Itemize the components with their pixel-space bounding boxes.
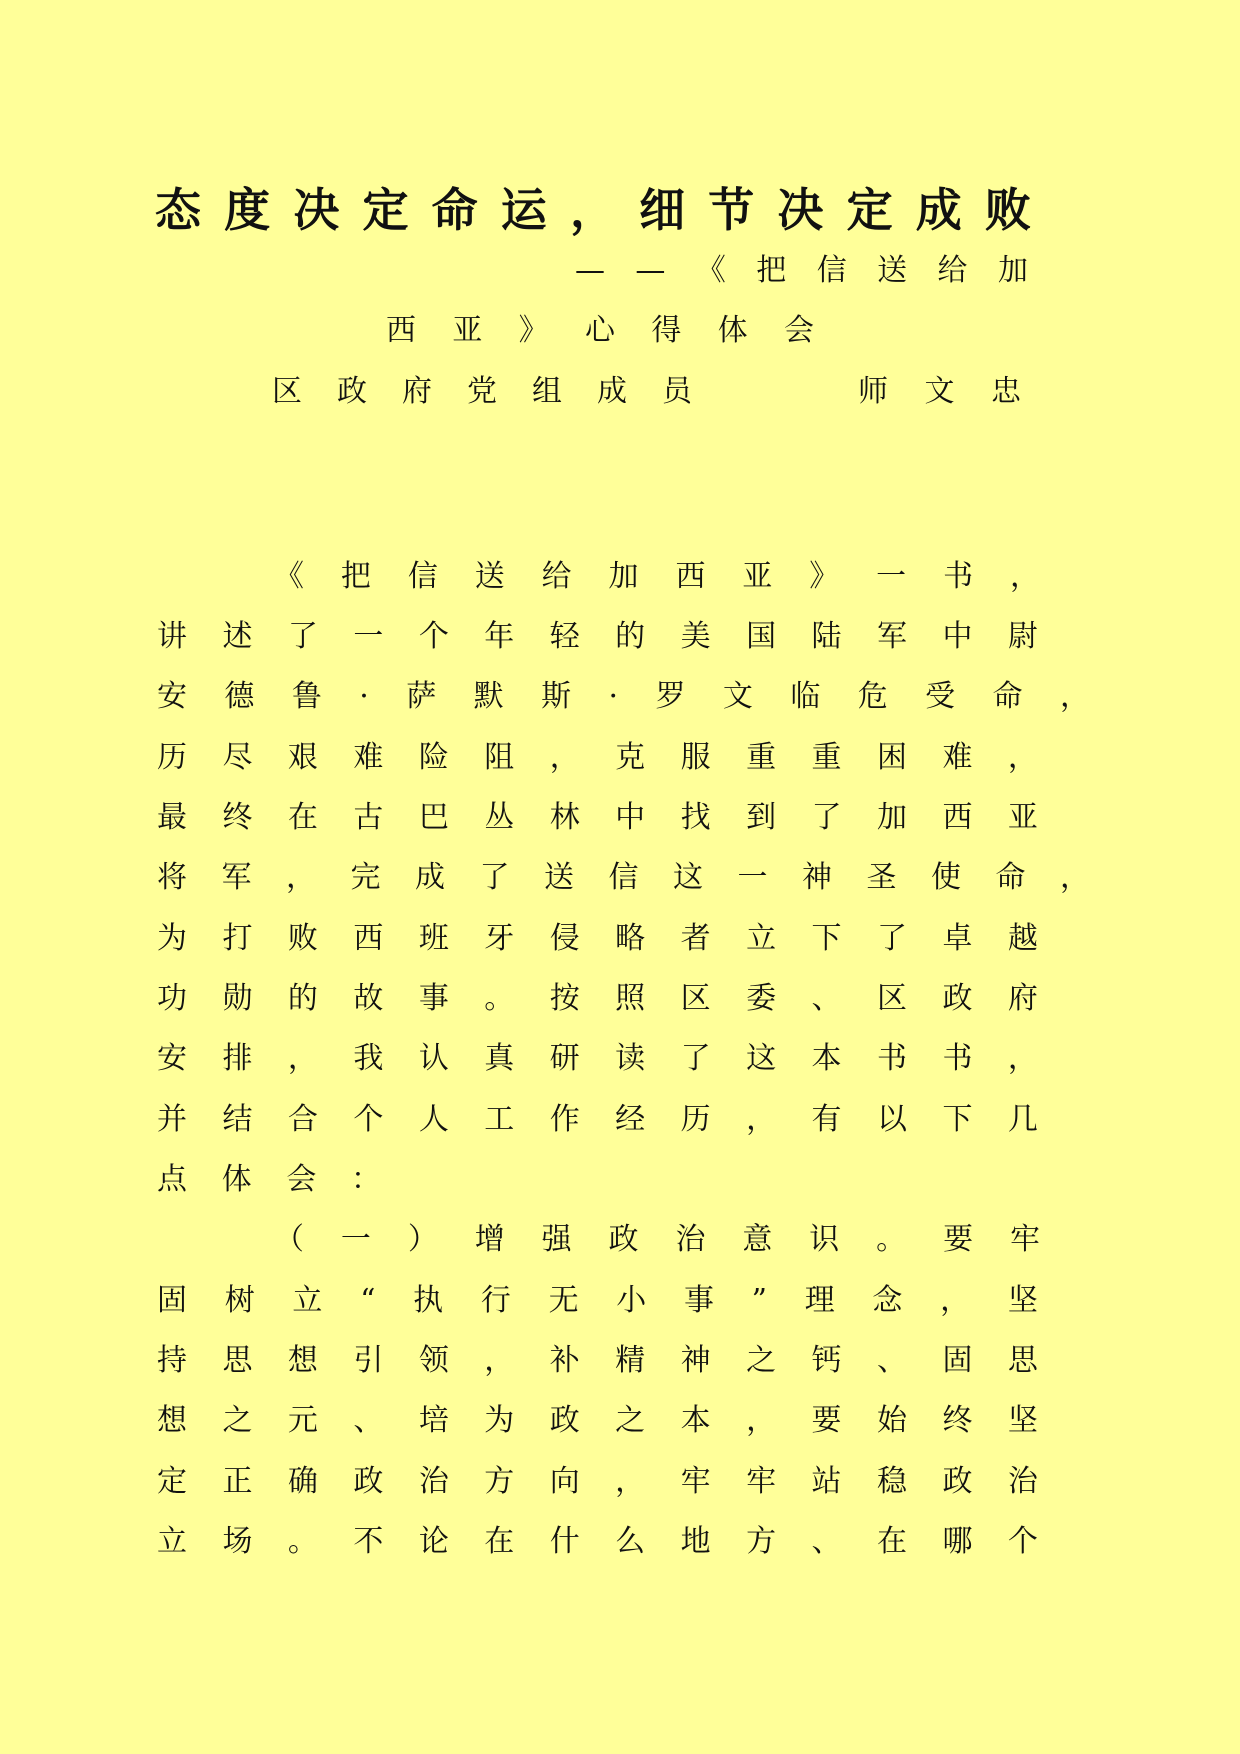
body-line: 历 尽 艰 难 险 阻 ， 克 服 重 重 困 难 ， — [157, 740, 1038, 775]
body-line: 《 把 信 送 给 加 西 亚 》 一 书 ， — [274, 559, 1040, 594]
subtitle-line-1: — — 《 把 信 送 给 加 — [575, 253, 1028, 288]
body-line: 安 德 鲁 · 萨 默 斯 · 罗 文 临 危 受 命 ， — [157, 679, 1090, 714]
author-role: 区 政 府 党 组 成 员 — [272, 374, 692, 409]
body-line: 将 军 ， 完 成 了 送 信 这 一 神 圣 使 命 ， — [157, 860, 1090, 895]
body-line: （ 一 ） 增 强 政 治 意 识 。 要 牢 — [274, 1222, 1040, 1257]
body-line: 固 树 立 “ 执 行 无 小 事 ” 理 念 ， 坚 — [157, 1283, 1038, 1318]
body-line: 立 场 。 不 论 在 什 么 地 方 、 在 哪 个 — [157, 1524, 1038, 1559]
body-line: 并 结 合 个 人 工 作 经 历 ， 有 以 下 几 — [157, 1102, 1038, 1137]
body-line: 讲 述 了 一 个 年 轻 的 美 国 陆 军 中 尉 — [157, 619, 1038, 654]
body-line: 功 勋 的 故 事 。 按 照 区 委 、 区 政 府 — [157, 981, 1038, 1016]
body-line: 定 正 确 政 治 方 向 ， 牢 牢 站 稳 政 治 — [157, 1464, 1038, 1499]
document-title: 态 度 决 定 命 运 ， 细 节 决 定 成 败 — [155, 183, 1031, 237]
body-line: 安 排 ， 我 认 真 研 读 了 这 本 书 书 ， — [157, 1041, 1038, 1076]
subtitle-line-2: 西 亚 》 心 得 体 会 — [386, 313, 814, 348]
body-line: 点 体 会 ： — [157, 1162, 381, 1197]
body-line: 持 思 想 引 领 ， 补 精 神 之 钙 、 固 思 — [157, 1343, 1038, 1378]
author-name: 师 文 忠 — [858, 374, 1021, 409]
body-line: 为 打 败 西 班 牙 侵 略 者 立 下 了 卓 越 — [157, 921, 1038, 956]
body-line: 最 终 在 古 巴 丛 林 中 找 到 了 加 西 亚 — [157, 800, 1038, 835]
body-line: 想 之 元 、 培 为 政 之 本 ， 要 始 终 坚 — [157, 1403, 1038, 1438]
